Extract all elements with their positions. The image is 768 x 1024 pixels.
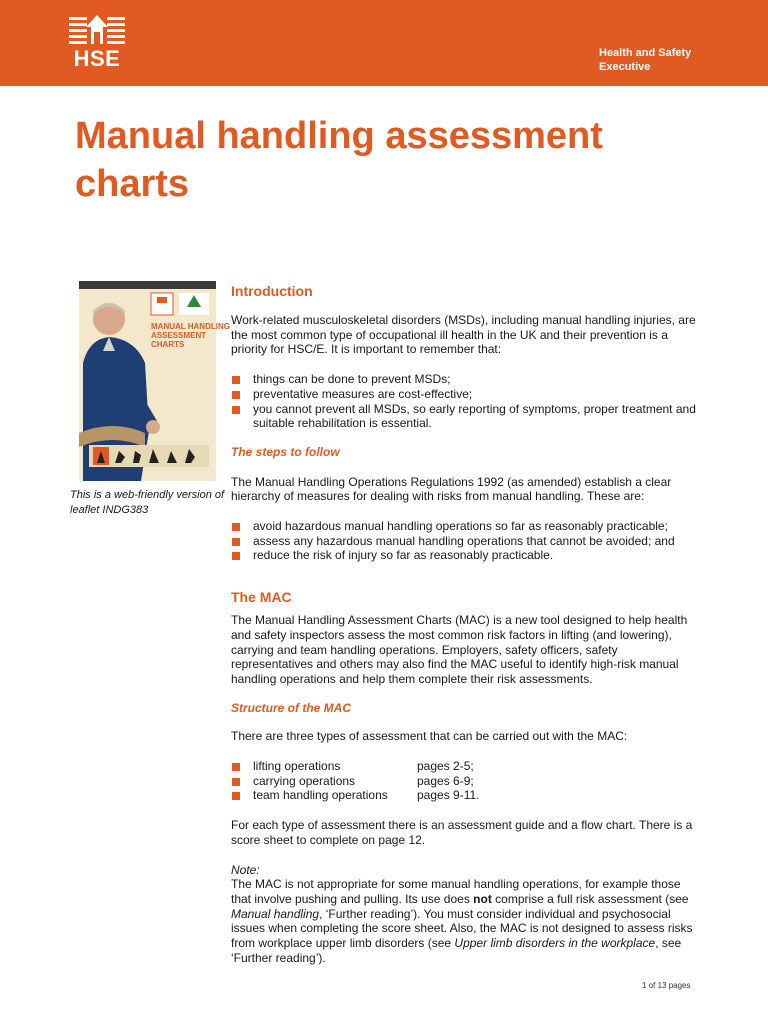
- list-item: reduce the risk of injury so far as reasonably practicable.: [231, 548, 701, 563]
- hse-emblem-icon: [67, 14, 127, 48]
- cover-caption: This is a web-friendly version of leaflet INDG383: [70, 489, 225, 516]
- structure-paragraph-2: For each type of assessment there is an assessment guide and a flow chart. There is a score sheet to complete on page 12.: [231, 818, 693, 847]
- organisation-name: Health and Safety Executive: [599, 47, 692, 73]
- bullet-square-icon: [232, 778, 240, 786]
- list-item: you cannot prevent all MSDs, so early reporting of symptoms, proper treatment and suitable rehabilitation is essential.: [231, 402, 701, 431]
- structure-paragraph: There are three types of assessment that can be carried out with the MAC:: [231, 729, 628, 744]
- main-content: [231, 283, 701, 966]
- hse-logo: [67, 14, 127, 72]
- logo-wordmark: HSE: [73, 46, 121, 71]
- assessment-types-list: [231, 759, 701, 803]
- note-paragraph: The MAC is not appropriate for some manual handling operations, for example those that involve pushing and pulling. Its use does not comprise a full risk assessment (see Manual handling, ‘Further reading’). You must consider individual and psychosocial issues when completing the score sheet. Also, the MAC is not designed to assess risks from workplace upper limb disorders (see Upper limb disorders in the workplace, see ‘Further reading’).: [231, 877, 693, 965]
- reference-upper-limb-disorders: Upper limb disorders in the workplace: [454, 936, 656, 951]
- list-item: lifting operations pages 2-5;: [231, 759, 701, 774]
- leaflet-cover-image[interactable]: [79, 281, 230, 481]
- list-item: carrying operations pages 6-9;: [231, 774, 701, 789]
- svg-text:CHARTS: CHARTS: [151, 340, 185, 349]
- cover-illustration: [79, 281, 230, 481]
- intro-paragraph: Work-related musculoskeletal disorders (MSDs), including manual handling injuries, are the most common type of occupational ill health in the UK and their prevention is a priority for HSC/E. It is important to remember that:: [231, 313, 696, 357]
- note-label: Note:: [231, 862, 260, 877]
- list-item: team handling operations pages 9-11.: [231, 788, 701, 803]
- svg-text:ASSESSMENT: ASSESSMENT: [151, 331, 207, 340]
- intro-bullet-list: [231, 372, 701, 431]
- bullet-square-icon: [232, 538, 240, 546]
- steps-paragraph: The Manual Handling Operations Regulations 1992 (as amended) establish a clear hierarchy of measures for dealing with risks from manual handling. These are:: [231, 474, 672, 504]
- section-heading-introduction: Introduction: [231, 283, 313, 299]
- list-item: things can be done to prevent MSDs;: [231, 372, 701, 387]
- page-indicator: 1 of 13 pages: [642, 981, 691, 990]
- svg-text:MANUAL HANDLING: MANUAL HANDLING: [151, 322, 230, 331]
- steps-bullet-list: [231, 519, 701, 563]
- bullet-square-icon: [232, 792, 240, 800]
- bullet-square-icon: [232, 523, 240, 531]
- reference-manual-handling: Manual handling: [231, 906, 320, 921]
- header-bar: [0, 0, 768, 86]
- bullet-square-icon: [232, 552, 240, 560]
- bullet-square-icon: [232, 406, 240, 414]
- section-heading-mac: The MAC: [231, 589, 292, 606]
- bullet-square-icon: [232, 391, 240, 399]
- bullet-square-icon: [232, 376, 240, 384]
- page-title: Manual handling assessment charts: [75, 115, 603, 205]
- list-item: avoid hazardous manual handling operations so far as reasonably practicable;: [231, 519, 701, 534]
- section-heading-steps: The steps to follow: [231, 444, 340, 459]
- list-item: preventative measures are cost-effective;: [231, 387, 701, 402]
- section-heading-structure: Structure of the MAC: [231, 700, 351, 715]
- list-item: assess any hazardous manual handling operations that cannot be avoided; and: [231, 534, 701, 549]
- mac-paragraph: The Manual Handling Assessment Charts (MAC) is a new tool designed to help health and safety inspectors assess the most common risk factors in lifting (and lowering), carrying and team handling operations. Employers, safety officers, safety representatives and others may also find the MAC useful to identify high-risk manual handling operations and help them complete their risk assessments.: [231, 613, 688, 686]
- bullet-square-icon: [232, 763, 240, 771]
